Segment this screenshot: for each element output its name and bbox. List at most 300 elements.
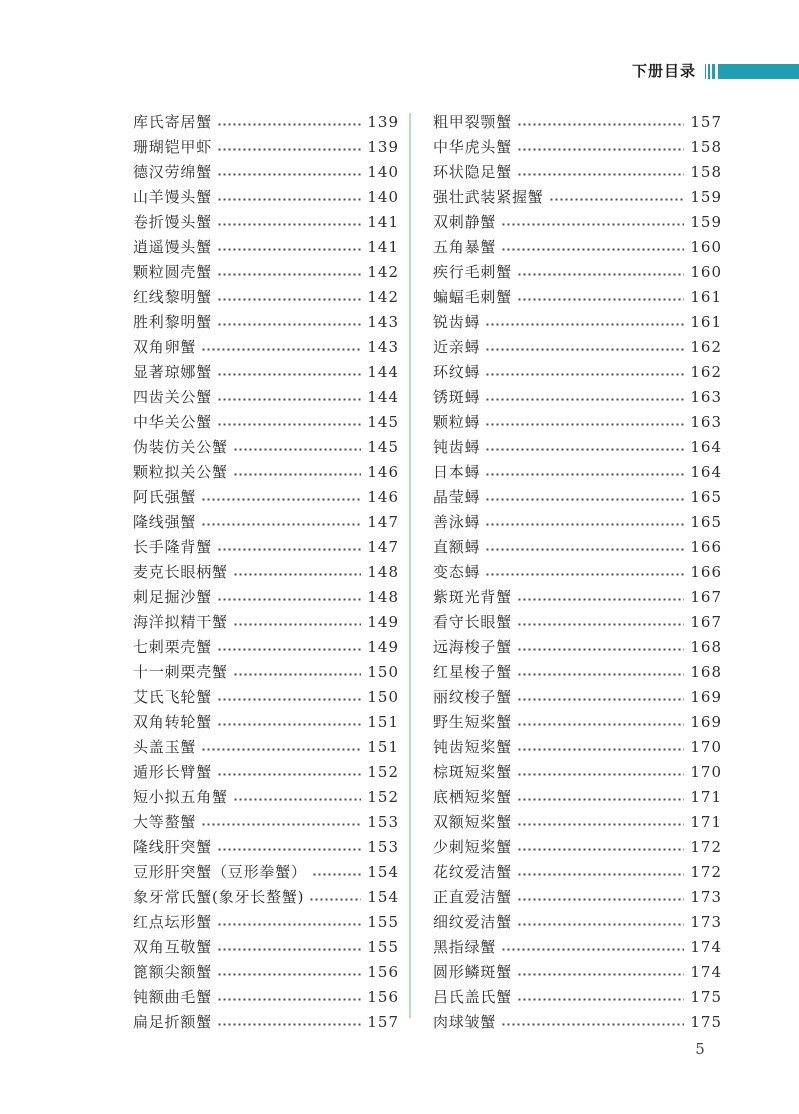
toc-entry-page: 166 (690, 538, 722, 556)
toc-entry-page: 150 (367, 663, 399, 681)
toc-entry (433, 535, 722, 560)
dot-leader (517, 735, 684, 760)
toc-entry (133, 435, 399, 460)
toc-entry-page: 139 (367, 113, 399, 131)
toc-entry-page: 148 (367, 588, 399, 606)
toc-entry-title: 丽纹梭子蟹 (433, 688, 513, 706)
toc-entry-title: 棕斑短桨蟹 (433, 763, 513, 781)
toc-entry-title: 伪装仿关公蟹 (133, 438, 228, 456)
toc-entry (133, 160, 399, 185)
toc-entry-page: 142 (367, 288, 399, 306)
column-divider (409, 113, 411, 1018)
toc-entry-page: 169 (690, 688, 722, 706)
dot-leader (217, 710, 361, 735)
header-accent-bar-icon (705, 64, 799, 79)
toc-entry-page: 159 (690, 213, 722, 231)
dot-leader (217, 360, 361, 385)
toc-entry (433, 260, 722, 285)
dot-leader (217, 960, 361, 985)
toc-entry-page: 162 (690, 338, 722, 356)
toc-entry-page: 168 (690, 638, 722, 656)
toc-entry-page: 156 (367, 988, 399, 1006)
toc-entry-title: 锐齿蟳 (433, 313, 481, 331)
toc-entry-page: 153 (367, 813, 399, 831)
toc-entry-page: 172 (690, 838, 722, 856)
toc-entry-page: 143 (367, 313, 399, 331)
toc-entry-title: 疾行毛刺蟹 (433, 263, 513, 281)
toc-entry (433, 135, 722, 160)
toc-entry (433, 460, 722, 485)
toc-entry-page: 146 (367, 488, 399, 506)
toc-entry (133, 460, 399, 485)
dot-leader (201, 335, 361, 360)
toc-entry (133, 635, 399, 660)
toc-entry-page: 151 (367, 713, 399, 731)
header-title: 下册目录 (631, 62, 696, 80)
toc-entry (433, 985, 722, 1010)
toc-entry-title: 颗粒圆壳蟹 (133, 263, 213, 281)
dot-leader (217, 635, 361, 660)
toc-entry-title: 头盖玉蟹 (133, 738, 197, 756)
toc-entry-title: 环状隐足蟹 (433, 163, 513, 181)
toc-entry-title: 直额蟳 (433, 538, 481, 556)
toc-entry-title: 阿氏强蟹 (133, 488, 197, 506)
toc-entry-page: 151 (367, 738, 399, 756)
dot-leader (201, 485, 361, 510)
toc-entry (433, 485, 722, 510)
dot-leader (517, 635, 684, 660)
toc-entry-page: 149 (367, 638, 399, 656)
toc-entry-title: 双角互敬蟹 (133, 938, 213, 956)
toc-entry-page: 162 (690, 363, 722, 381)
toc-entry (433, 510, 722, 535)
toc-entry (433, 685, 722, 710)
dot-leader (517, 810, 684, 835)
dot-leader (201, 810, 361, 835)
toc-entry-title: 花纹爱洁蟹 (433, 863, 513, 881)
toc-entry-title: 隆线肝突蟹 (133, 838, 213, 856)
toc-entry-title: 少刺短桨蟹 (433, 838, 513, 856)
toc-entry (133, 810, 399, 835)
toc-entry-page: 155 (367, 938, 399, 956)
toc-entry-title: 扁足折额蟹 (133, 1013, 213, 1031)
toc-entry-page: 175 (690, 988, 722, 1006)
toc-entry-title: 强壮武装紧握蟹 (433, 188, 544, 206)
toc-entry (133, 235, 399, 260)
dot-leader (217, 185, 361, 210)
toc-entry-page: 160 (690, 263, 722, 281)
dot-leader (217, 835, 361, 860)
toc-entry (133, 310, 399, 335)
toc-entry-page: 171 (690, 813, 722, 831)
toc-entry-title: 善泳蟳 (433, 513, 481, 531)
toc-entry-title: 红点坛形蟹 (133, 913, 213, 931)
dot-leader (485, 560, 684, 585)
toc-entry-title: 短小拟五角蟹 (133, 788, 228, 806)
toc-entry-title: 中华关公蟹 (133, 413, 213, 431)
dot-leader (217, 585, 361, 610)
toc-entry (133, 735, 399, 760)
toc-entry (133, 210, 399, 235)
toc-entry-title: 正直爱洁蟹 (433, 888, 513, 906)
dot-leader (217, 310, 361, 335)
dot-leader (501, 210, 684, 235)
toc-entry-page: 145 (367, 438, 399, 456)
toc-entry (133, 560, 399, 585)
dot-leader (217, 135, 361, 160)
toc-entry (133, 110, 399, 135)
toc-entry-page: 153 (367, 838, 399, 856)
toc-entry (133, 935, 399, 960)
toc-entry (433, 385, 722, 410)
toc-entry-title: 逍遥馒头蟹 (133, 238, 213, 256)
toc-entry (133, 960, 399, 985)
dot-leader (217, 760, 361, 785)
toc-entry (433, 310, 722, 335)
toc-entry (133, 785, 399, 810)
toc-entry-page: 147 (367, 538, 399, 556)
toc-entry-page: 170 (690, 738, 722, 756)
toc-entry (133, 585, 399, 610)
toc-entry (433, 285, 722, 310)
dot-leader (517, 160, 684, 185)
toc-entry-title: 红线黎明蟹 (133, 288, 213, 306)
toc-entry (133, 760, 399, 785)
dot-leader (233, 435, 362, 460)
toc-entry-title: 库氏寄居蟹 (133, 113, 213, 131)
toc-entry (133, 985, 399, 1010)
toc-entry (433, 660, 722, 685)
toc-entry (433, 160, 722, 185)
page-number: 5 (695, 1040, 705, 1058)
toc-entry-title: 双角卵蟹 (133, 338, 197, 356)
toc-entry (433, 110, 722, 135)
toc-entry-page: 163 (690, 413, 722, 431)
toc-entry-title: 红星梭子蟹 (433, 663, 513, 681)
toc-entry (133, 410, 399, 435)
toc-entry-page: 168 (690, 663, 722, 681)
toc-columns (133, 110, 722, 1035)
dot-leader (517, 860, 684, 885)
dot-leader (217, 935, 361, 960)
dot-leader (517, 960, 684, 985)
dot-leader (217, 260, 361, 285)
toc-entry-page: 140 (367, 188, 399, 206)
page-header (0, 62, 799, 80)
toc-entry-page: 164 (690, 438, 722, 456)
toc-entry-title: 黑指绿蟹 (433, 938, 497, 956)
toc-column-right (433, 110, 722, 1035)
dot-leader (217, 910, 361, 935)
toc-entry (133, 685, 399, 710)
toc-entry-page: 167 (690, 588, 722, 606)
toc-entry-title: 颗粒蟳 (433, 413, 481, 431)
toc-entry-page: 169 (690, 713, 722, 731)
dot-leader (233, 560, 362, 585)
toc-entry (433, 735, 722, 760)
toc-entry (133, 285, 399, 310)
toc-entry (433, 335, 722, 360)
toc-entry-title: 大等螯蟹 (133, 813, 197, 831)
dot-leader (485, 410, 684, 435)
toc-entry-page: 149 (367, 613, 399, 631)
toc-entry-page: 161 (690, 288, 722, 306)
toc-entry (133, 260, 399, 285)
toc-entry (433, 610, 722, 635)
dot-leader (517, 910, 684, 935)
toc-entry-title: 细纹爱洁蟹 (433, 913, 513, 931)
toc-entry (433, 235, 722, 260)
toc-entry-title: 遁形长臂蟹 (133, 763, 213, 781)
dot-leader (485, 535, 684, 560)
toc-entry-title: 海洋拟精干蟹 (133, 613, 228, 631)
toc-entry-title: 刺足掘沙蟹 (133, 588, 213, 606)
dot-leader (201, 735, 361, 760)
toc-entry-page: 156 (367, 963, 399, 981)
toc-entry-page: 157 (367, 1013, 399, 1031)
toc-entry (433, 435, 722, 460)
toc-entry-title: 七刺栗壳蟹 (133, 638, 213, 656)
dot-leader (517, 260, 684, 285)
toc-entry-page: 160 (690, 238, 722, 256)
toc-entry-page: 174 (690, 963, 722, 981)
toc-entry-page: 167 (690, 613, 722, 631)
dot-leader (501, 235, 684, 260)
toc-entry-title: 晶莹蟳 (433, 488, 481, 506)
toc-entry-page: 150 (367, 688, 399, 706)
toc-entry-title: 变态蟳 (433, 563, 481, 581)
toc-entry-page: 173 (690, 888, 722, 906)
toc-entry-page: 171 (690, 788, 722, 806)
toc-entry-title: 钝齿短桨蟹 (433, 738, 513, 756)
dot-leader (233, 785, 362, 810)
toc-entry (433, 935, 722, 960)
dot-leader (217, 385, 361, 410)
toc-entry-page: 148 (367, 563, 399, 581)
toc-entry-title: 锈斑蟳 (433, 388, 481, 406)
toc-entry (433, 860, 722, 885)
toc-entry-title: 蝙蝠毛刺蟹 (433, 288, 513, 306)
dot-leader (517, 885, 684, 910)
toc-entry-page: 147 (367, 513, 399, 531)
dot-leader (517, 135, 684, 160)
toc-entry-title: 远海梭子蟹 (433, 638, 513, 656)
toc-entry-title: 象牙常氏蟹(象牙长螯蟹) (133, 888, 305, 906)
dot-leader (517, 685, 684, 710)
toc-entry-page: 144 (367, 388, 399, 406)
toc-entry-title: 麦克长眼柄蟹 (133, 563, 228, 581)
dot-leader (485, 360, 684, 385)
toc-entry-page: 173 (690, 913, 722, 931)
dot-leader (517, 835, 684, 860)
toc-entry-title: 粗甲裂颚蟹 (433, 113, 513, 131)
toc-entry (433, 910, 722, 935)
toc-entry-page: 144 (367, 363, 399, 381)
toc-entry (433, 585, 722, 610)
dot-leader (201, 510, 361, 535)
toc-entry (433, 360, 722, 385)
toc-entry-page: 158 (690, 163, 722, 181)
toc-entry-page: 163 (690, 388, 722, 406)
dot-leader (217, 210, 361, 235)
toc-entry-title: 四齿关公蟹 (133, 388, 213, 406)
toc-entry-page: 161 (690, 313, 722, 331)
dot-leader (549, 185, 685, 210)
toc-entry (133, 885, 399, 910)
dot-leader (485, 460, 684, 485)
dot-leader (485, 510, 684, 535)
toc-column-left (133, 110, 399, 1035)
dot-leader (517, 985, 684, 1010)
toc-entry-title: 钝额曲毛蟹 (133, 988, 213, 1006)
toc-entry-title: 野生短桨蟹 (433, 713, 513, 731)
toc-entry-title: 紫斑光背蟹 (433, 588, 513, 606)
toc-entry (433, 885, 722, 910)
toc-entry-page: 166 (690, 563, 722, 581)
toc-entry-title: 环纹蟳 (433, 363, 481, 381)
toc-entry-title: 近亲蟳 (433, 338, 481, 356)
toc-entry (133, 660, 399, 685)
dot-leader (485, 485, 684, 510)
toc-entry (133, 835, 399, 860)
toc-entry-page: 141 (367, 238, 399, 256)
toc-entry (433, 210, 722, 235)
toc-entry-page: 152 (367, 763, 399, 781)
toc-entry (133, 510, 399, 535)
toc-entry-title: 豆形肝突蟹（豆形拳蟹） (133, 863, 307, 881)
toc-entry-title: 德汉劳绵蟹 (133, 163, 213, 181)
toc-entry (433, 835, 722, 860)
dot-leader (217, 535, 361, 560)
toc-entry (133, 335, 399, 360)
dot-leader (233, 460, 362, 485)
toc-entry-page: 142 (367, 263, 399, 281)
dot-leader (485, 310, 684, 335)
dot-leader (517, 585, 684, 610)
toc-entry-page: 159 (690, 188, 722, 206)
toc-entry-title: 显著琼娜蟹 (133, 363, 213, 381)
toc-entry (133, 610, 399, 635)
toc-entry (133, 1010, 399, 1035)
toc-entry-page: 155 (367, 913, 399, 931)
toc-entry-title: 长手隆背蟹 (133, 538, 213, 556)
toc-entry (433, 960, 722, 985)
toc-entry-page: 172 (690, 863, 722, 881)
toc-entry-title: 篦额尖额蟹 (133, 963, 213, 981)
toc-entry-title: 底栖短桨蟹 (433, 788, 513, 806)
toc-entry (433, 185, 722, 210)
toc-entry-page: 164 (690, 463, 722, 481)
page-footer (690, 1040, 710, 1058)
toc-entry-title: 看守长眼蟹 (433, 613, 513, 631)
toc-entry-title: 双额短桨蟹 (433, 813, 513, 831)
toc-entry-title: 颗粒拟关公蟹 (133, 463, 228, 481)
dot-leader (312, 860, 362, 885)
dot-leader (309, 885, 361, 910)
toc-entry-page: 157 (690, 113, 722, 131)
toc-entry (133, 485, 399, 510)
toc-entry-title: 艾氏飞轮蟹 (133, 688, 213, 706)
dot-leader (217, 985, 361, 1010)
toc-entry-title: 中华虎头蟹 (433, 138, 513, 156)
toc-entry (133, 135, 399, 160)
toc-entry-title: 卷折馒头蟹 (133, 213, 213, 231)
dot-leader (517, 110, 684, 135)
toc-entry-title: 钝齿蟳 (433, 438, 481, 456)
toc-entry (133, 710, 399, 735)
toc-entry-title: 珊瑚铠甲虾 (133, 138, 213, 156)
toc-entry (133, 185, 399, 210)
toc-entry-title: 五角暴蟹 (433, 238, 497, 256)
toc-entry (433, 410, 722, 435)
toc-entry-title: 双角转轮蟹 (133, 713, 213, 731)
toc-entry-title: 十一刺栗壳蟹 (133, 663, 228, 681)
toc-entry-page: 170 (690, 763, 722, 781)
toc-entry (133, 535, 399, 560)
dot-leader (217, 1010, 361, 1035)
toc-entry-title: 隆线强蟹 (133, 513, 197, 531)
dot-leader (217, 110, 361, 135)
dot-leader (517, 610, 684, 635)
toc-entry-page: 174 (690, 938, 722, 956)
dot-leader (233, 660, 362, 685)
dot-leader (517, 760, 684, 785)
dot-leader (517, 285, 684, 310)
dot-leader (217, 285, 361, 310)
dot-leader (485, 335, 684, 360)
toc-entry (433, 560, 722, 585)
toc-entry-title: 肉球皱蟹 (433, 1013, 497, 1031)
dot-leader (517, 660, 684, 685)
toc-entry (133, 360, 399, 385)
dot-leader (233, 610, 362, 635)
toc-entry-page: 145 (367, 413, 399, 431)
toc-entry-page: 165 (690, 513, 722, 531)
toc-entry (433, 760, 722, 785)
toc-entry-page: 139 (367, 138, 399, 156)
dot-leader (485, 385, 684, 410)
dot-leader (217, 685, 361, 710)
toc-entry-title: 山羊馒头蟹 (133, 188, 213, 206)
toc-entry-page: 140 (367, 163, 399, 181)
toc-entry (433, 710, 722, 735)
toc-entry-title: 双刺静蟹 (433, 213, 497, 231)
dot-leader (501, 1010, 684, 1035)
dot-leader (217, 160, 361, 185)
toc-entry-page: 175 (690, 1013, 722, 1031)
toc-entry-page: 154 (367, 863, 399, 881)
toc-entry-page: 143 (367, 338, 399, 356)
toc-entry-page: 158 (690, 138, 722, 156)
dot-leader (517, 785, 684, 810)
toc-entry (133, 385, 399, 410)
toc-entry-page: 141 (367, 213, 399, 231)
dot-leader (217, 410, 361, 435)
toc-entry-page: 165 (690, 488, 722, 506)
toc-entry-title: 胜利黎明蟹 (133, 313, 213, 331)
toc-entry (133, 860, 399, 885)
toc-entry-page: 146 (367, 463, 399, 481)
toc-entry-page: 152 (367, 788, 399, 806)
toc-entry-title: 日本蟳 (433, 463, 481, 481)
dot-leader (501, 935, 684, 960)
dot-leader (517, 710, 684, 735)
toc-entry-title: 圆形鳞斑蟹 (433, 963, 513, 981)
toc-entry (433, 810, 722, 835)
toc-entry (433, 785, 722, 810)
toc-entry (433, 1010, 722, 1035)
toc-entry (133, 910, 399, 935)
